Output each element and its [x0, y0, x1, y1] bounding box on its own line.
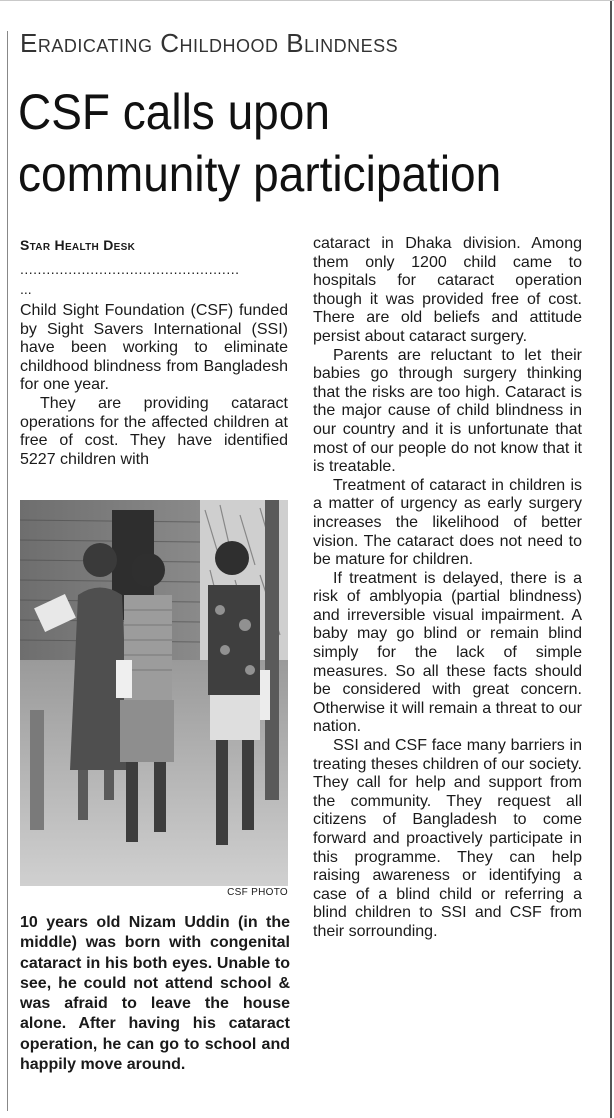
- headline: CSF calls upon community participation: [18, 84, 502, 202]
- paragraph: They are providing cataract operations for the affected children at free of cost. They have identified 5227 children with: [20, 394, 288, 468]
- paragraph: SSI and CSF face many barriers in treating theses children of our society. They call for help and support from the community. They request all citizens of Bangladesh to come forward and proactively participate in this programme. They can help raising awareness or identifying a case of a blind child or referring a blind children to SSI and CSF from their sorrounding.: [313, 737, 582, 940]
- paragraph: Treatment of cataract in children is a matter of urgency as early surgery increases the likelihood of better vision. The cataract does not need to be mature for children.: [313, 476, 582, 569]
- right-edge-rule: [610, 1, 612, 1118]
- article-photo: [20, 500, 288, 886]
- byline-separator: ..................................................: [20, 261, 240, 277]
- left-column: [20, 302, 288, 469]
- paragraph: Child Sight Foundation (CSF) funded by Sight Savers International (SSI) have been working to eliminate childhood blindness from Bangladesh for one year.: [20, 302, 288, 394]
- byline: Star Health Desk: [20, 237, 136, 253]
- paragraph: cataract in Dhaka division. Among them only 1200 child came to hospitals for cataract operation though it was provided free of cost. There are old beliefs and attitude persist about cataract surgery.: [313, 235, 582, 345]
- photo-credit: CSF PHOTO: [227, 887, 288, 898]
- byline-separator-tail: ...: [20, 281, 32, 297]
- paragraph: If treatment is delayed, there is a risk of amblyopia (partial blindness) and irreversible visual impairment. A baby may go blind or remain blind simply for the lack of simple measures. So all these facts should be considered with great concern. Otherwise it will remain a threat to our nation.: [313, 569, 582, 736]
- children-photo: [20, 500, 288, 886]
- paragraph: Parents are reluctant to let their babies go through surgery thinking that the risks are too high. Cataract is the major cause of child blindness in our country and it is unfortunate that most of our people do not know that it is treatable.: [313, 346, 582, 476]
- right-column: [313, 235, 582, 942]
- kicker: Eradicating Childhood Blindness: [20, 28, 399, 58]
- photo-caption: 10 years old Nizam Uddin (in the middle) was born with congenital cataract in his both eyes. Unable to see, he could not attend school & was afraid to leave the house alone. After having his cataract operation, he can go to school and happily move around.: [20, 914, 290, 1074]
- left-column-rule: [7, 31, 8, 1111]
